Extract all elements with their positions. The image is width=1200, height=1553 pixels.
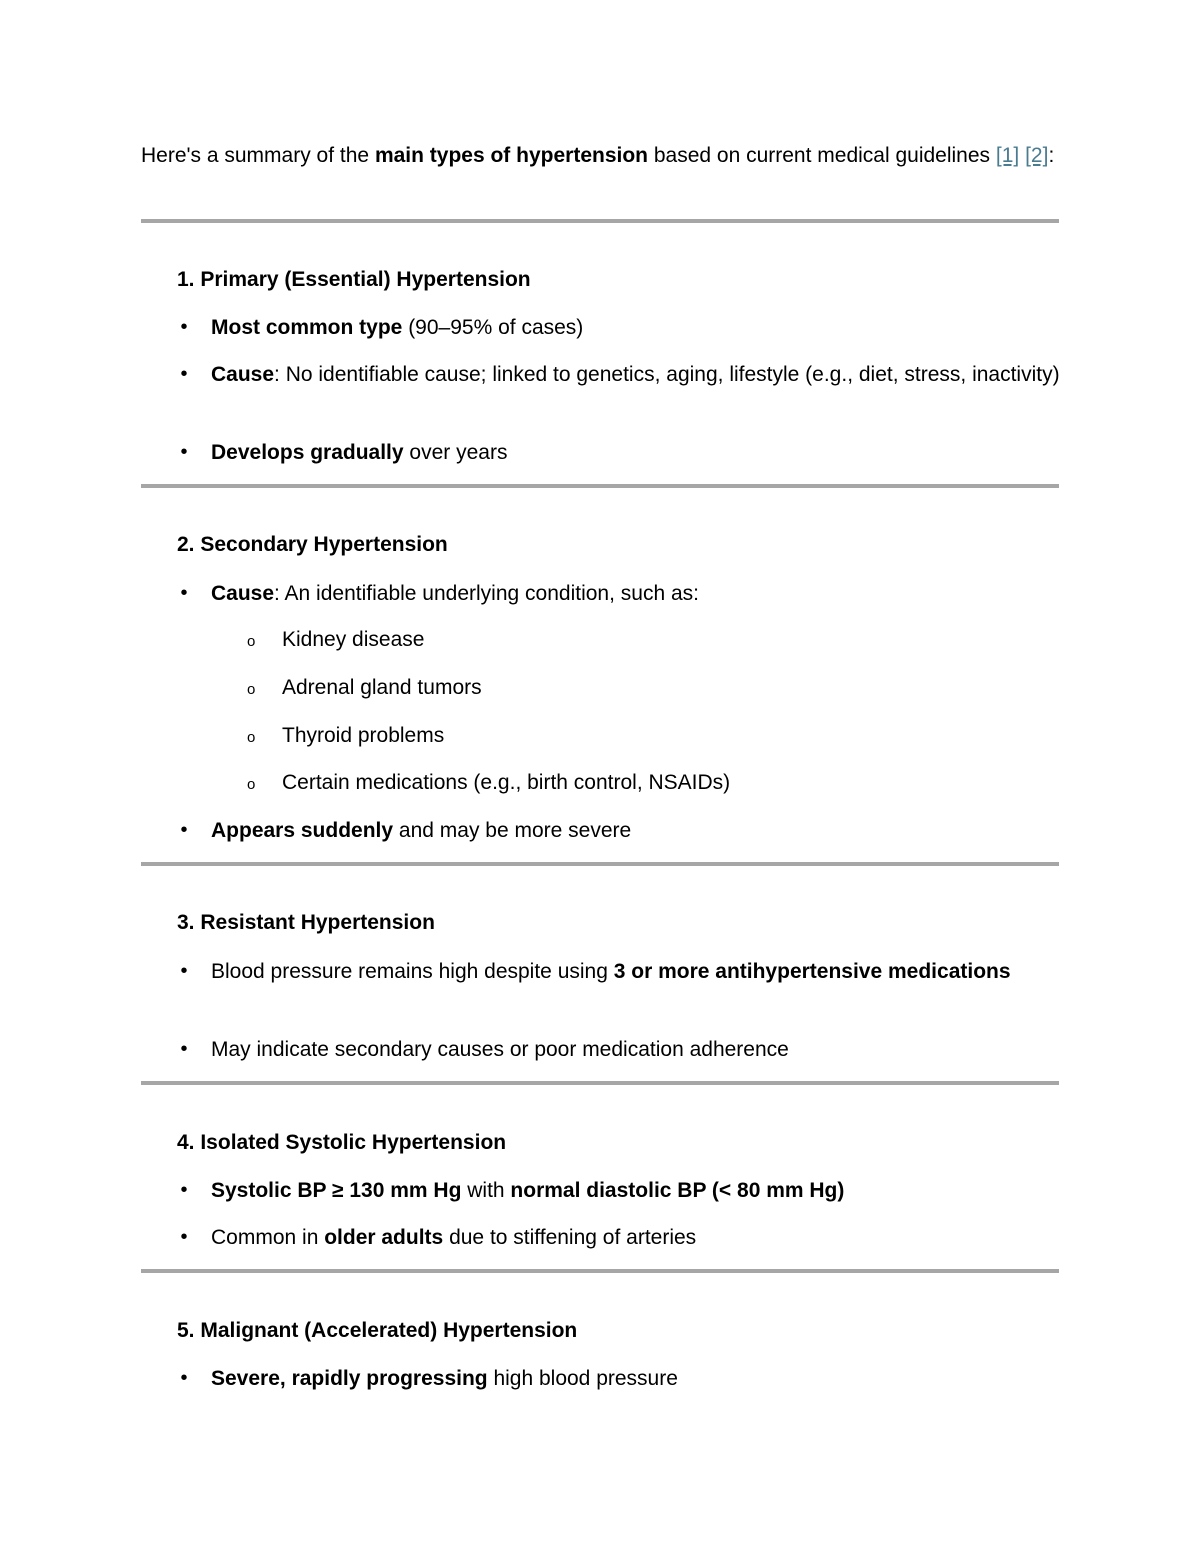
item-text: Blood pressure remains high despite using xyxy=(211,960,614,983)
list-item xyxy=(180,1363,1071,1394)
sub-item-text: Thyroid problems xyxy=(282,724,445,747)
list-item xyxy=(180,956,1011,987)
item-text: : No identifiable cause; linked to genetics, aging, lifestyle (e.g., diet, stress, inactivity) xyxy=(274,363,1060,386)
bullet-icon: • xyxy=(180,582,188,604)
list-item xyxy=(180,1034,1071,1065)
list-item xyxy=(180,815,1071,846)
citation-link-1[interactable]: [1] xyxy=(995,144,1020,167)
intro-text: based on current medical guidelines xyxy=(648,144,996,167)
divider xyxy=(141,1269,1059,1273)
sub-list-item xyxy=(247,720,1062,751)
item-text: : An identifiable underlying condition, such as: xyxy=(274,582,699,605)
item-text: Common in xyxy=(211,1226,325,1249)
item-text: (90–95% of cases) xyxy=(402,316,584,339)
intro-colon: : xyxy=(1048,144,1055,167)
citation-link-2[interactable]: [2] xyxy=(1025,144,1049,167)
sub-list-item xyxy=(247,624,1062,655)
sub-item-text: Kidney disease xyxy=(282,628,425,651)
bullet-icon: • xyxy=(180,441,188,463)
bullet-icon: • xyxy=(180,1038,188,1060)
item-text: due to stiffening of arteries xyxy=(443,1226,697,1249)
section-heading: 1. Primary (Essential) Hypertension xyxy=(177,268,531,291)
divider xyxy=(141,862,1059,866)
intro-paragraph xyxy=(141,140,1059,172)
item-bold: Systolic BP ≥ 130 mm Hg xyxy=(211,1179,462,1202)
item-bold: Cause xyxy=(211,582,275,605)
item-text: high blood pressure xyxy=(487,1367,678,1390)
list-item xyxy=(180,437,1071,468)
list-item xyxy=(180,312,1071,343)
circle-bullet-icon: o xyxy=(247,681,256,698)
section-heading: 4. Isolated Systolic Hypertension xyxy=(177,1131,507,1154)
item-bold: normal diastolic BP (< 80 mm Hg) xyxy=(510,1179,845,1202)
divider xyxy=(141,484,1059,488)
bullet-icon: • xyxy=(180,1226,188,1248)
list-item xyxy=(180,359,1071,390)
item-bold: Severe, rapidly progressing xyxy=(211,1367,488,1390)
circle-bullet-icon: o xyxy=(247,729,256,746)
sub-list-item xyxy=(247,767,1062,798)
item-bold: older adults xyxy=(324,1226,444,1249)
list-item xyxy=(180,1222,1071,1253)
bullet-icon: • xyxy=(180,363,188,385)
bullet-icon: • xyxy=(180,316,188,338)
bullet-icon: • xyxy=(180,960,188,982)
section-heading: 3. Resistant Hypertension xyxy=(177,911,435,934)
sub-list-item xyxy=(247,672,1062,703)
divider xyxy=(141,219,1059,223)
list-item xyxy=(180,1175,1071,1206)
circle-bullet-icon: o xyxy=(247,633,256,650)
item-bold: Develops gradually xyxy=(211,441,404,464)
sub-item-text: Certain medications (e.g., birth control, NSAIDs) xyxy=(282,771,731,794)
item-text: and may be more severe xyxy=(393,819,632,842)
item-text: with xyxy=(461,1179,511,1202)
item-bold: Most common type xyxy=(211,316,403,339)
section-heading: 5. Malignant (Accelerated) Hypertension xyxy=(177,1319,578,1342)
circle-bullet-icon: o xyxy=(247,776,256,793)
item-text: over years xyxy=(403,441,508,464)
bullet-icon: • xyxy=(180,819,188,841)
item-bold: Appears suddenly xyxy=(211,819,394,842)
sub-item-text: Adrenal gland tumors xyxy=(282,676,482,699)
list-item xyxy=(180,578,1071,609)
item-bold: Cause xyxy=(211,363,275,386)
item-text: May indicate secondary causes or poor medication adherence xyxy=(211,1038,789,1061)
bullet-icon: • xyxy=(180,1367,188,1389)
bullet-icon: • xyxy=(180,1179,188,1201)
intro-text: Here's a summary of the xyxy=(141,144,375,167)
intro-bold: main types of hypertension xyxy=(374,144,648,167)
item-bold: 3 or more antihypertensive medications xyxy=(613,960,1011,983)
section-heading: 2. Secondary Hypertension xyxy=(177,533,448,556)
divider xyxy=(141,1081,1059,1085)
